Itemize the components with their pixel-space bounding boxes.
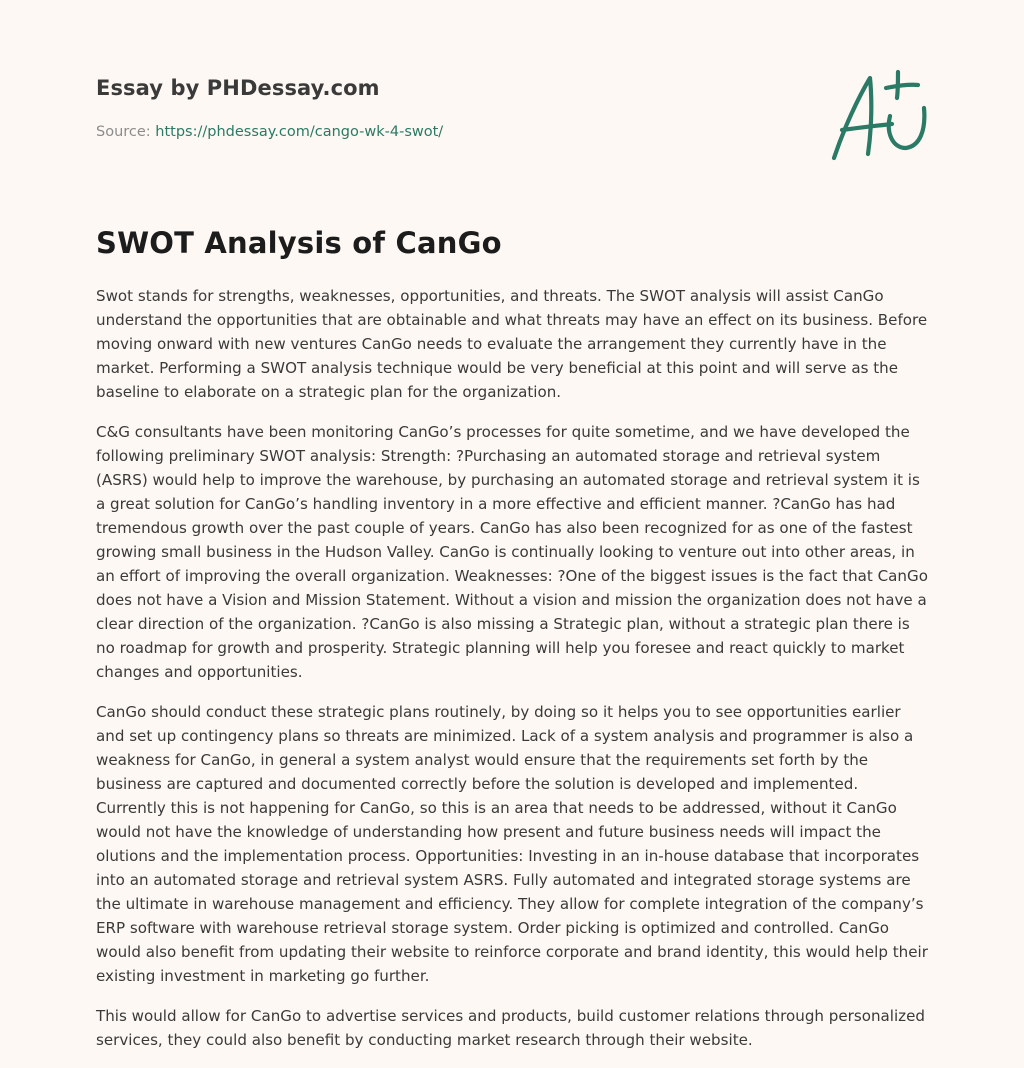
source-line — [96, 124, 443, 140]
source-label: Source: — [96, 124, 156, 140]
paragraph: C&G consultants have been monitoring CanGo’s processes for quite sometime, and we have developed the following preliminary SWOT analysis: Strength: ?Purchasing an automated storage and retrieval system (ASRS) would help to improve the warehouse, by purchasing an automated storage and retrieval system it is a great solution for CanGo’s handling inventory in a more effective and efficient manner. ?CanGo has had tremendous growth over the past couple of years. CanGo has also been recognized for as one of the fastest growing small business in the Hudson Valley. CanGo is continually looking to venture out into other areas, in an effort of improving the overall organization. Weaknesses: ?One of the biggest issues is the fact that CanGo does not have a Vision and Mission Statement. Without a vision and mission the organization does not have a clear direction of the organization. ?CanGo is also missing a Strategic plan, without a strategic plan there is no roadmap for growth and prosperity. Strategic planning will help you foresee and react quickly to market changes and opportunities. — [96, 423, 928, 681]
page-header — [96, 0, 928, 200]
essay-title: SWOT Analysis of CanGo — [96, 226, 502, 260]
brand-title: Essay by PHDessay.com — [96, 76, 380, 100]
source-link[interactable]: https://phdessay.com/cango-wk-4-swot/ — [155, 124, 444, 140]
paragraph: CanGo should conduct these strategic plans routinely, by doing so it helps you to see opportunities earlier and set up contingency plans so threats are minimized. Lack of a system analysis and programmer is also a weakness for CanGo, in general a system analyst would ensure that the requirements set forth by the business are captured and documented correctly before the solution is developed and implemented. Currently this is not happening for CanGo, so this is an area that needs to be addressed, without it CanGo would not have the knowledge of understanding how present and future business needs will impact the olutions and the implementation process. Opportunities: Investing in an in-house database that incorporates into an automated storage and retrieval system ASRS. Fully automated and integrated storage systems are the ultimate in warehouse management and efficiency. They allow for complete integration of the company’s ERP software with warehouse retrieval storage system. Order picking is optimized and controlled. CanGo would also benefit from updating their website to reinforce corporate and brand identity, this would help their existing investment in marketing go further. — [96, 703, 928, 985]
essay-body — [96, 284, 930, 1068]
a-plus-logo-icon — [826, 68, 930, 164]
paragraph: Swot stands for strengths, weaknesses, opportunities, and threats. The SWOT analysis will assist CanGo understand the opportunities that are obtainable and what threats may have an effect on its business. Before moving onward with new ventures CanGo needs to evaluate the arrangement they currently have in the market. Performing a SWOT analysis technique would be very beneficial at this point and will serve as the baseline to elaborate on a strategic plan for the organization. — [96, 287, 928, 401]
paragraph: This would allow for CanGo to advertise services and products, build customer relations through personalized services, they could also benefit by conducting market research through their website. — [96, 1007, 925, 1049]
